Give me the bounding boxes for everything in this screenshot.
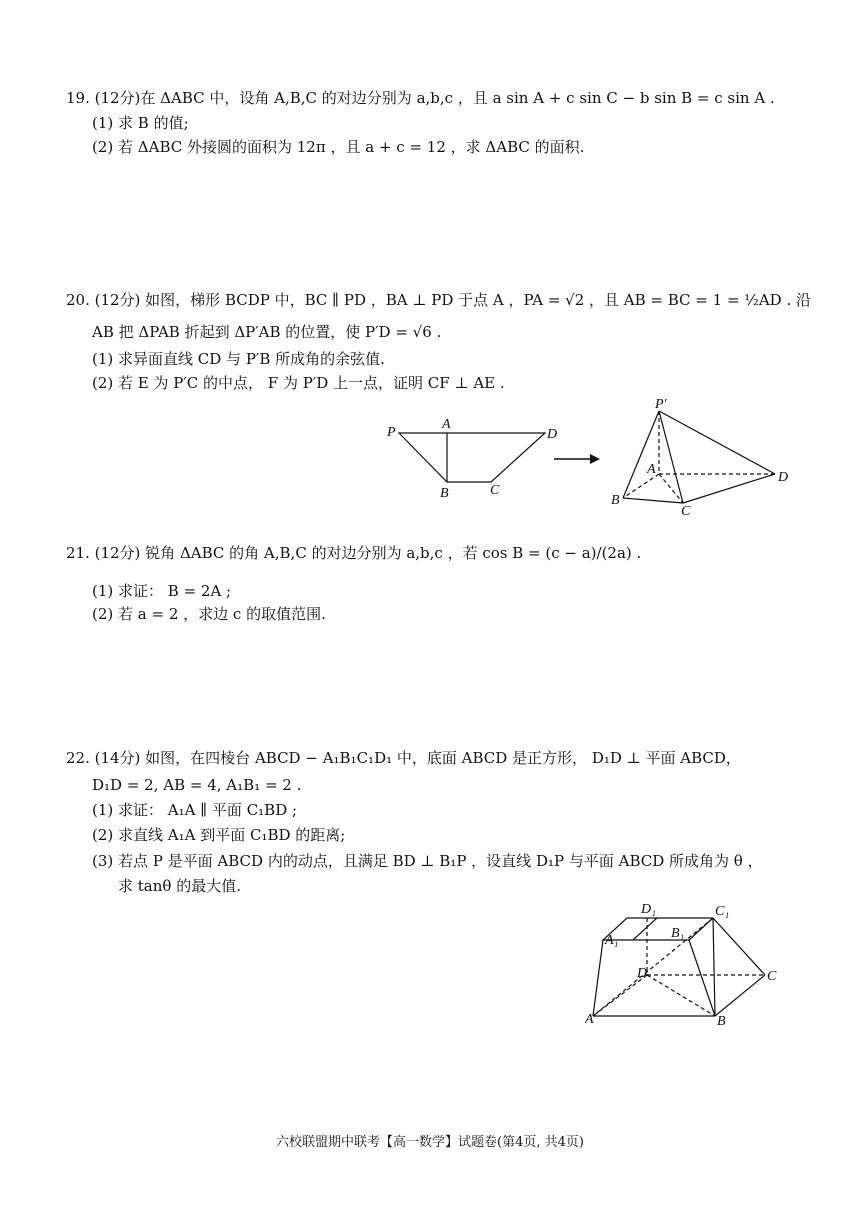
label-C: C [490, 483, 500, 498]
q21-part2: (2) 若 a = 2 ，求边 c 的取值范围. [92, 605, 326, 623]
q22-stem-cont: D₁D = 2, AB = 4, A₁B₁ = 2 . [92, 776, 302, 794]
q20-trapezoid-figure [380, 410, 570, 505]
label-B1: B₁ [671, 926, 685, 941]
label-P-prime: P′ [655, 397, 667, 412]
label-C1: C₁ [715, 904, 730, 919]
label-B: B [717, 1014, 726, 1029]
q22-frustum-figure [585, 900, 785, 1030]
label-B: B [440, 486, 449, 501]
label-C: C [681, 504, 691, 519]
label-A1: A₁ [605, 933, 619, 948]
q19-part2: (2) 若 ΔABC 外接圆的面积为 12π ，且 a + c = 12 ，求 ΔABC 的面积. [92, 138, 585, 156]
q22-stem: 22. (14分) 如图，在四棱台 ABCD − A₁B₁C₁D₁ 中，底面 ABCD 是正方形， D₁D ⊥ 平面 ABCD， [66, 749, 741, 767]
label-A: A [585, 1012, 594, 1027]
label-D: D [778, 470, 789, 485]
q22-part1: (1) 求证： A₁A ∥ 平面 C₁BD ; [92, 801, 298, 819]
page-footer: 六校联盟期中联考【高一数学】试题卷(第4页, 共4页) [276, 1135, 584, 1150]
label-P: P [387, 425, 396, 440]
q20-part2: (2) 若 E 为 P′C 的中点， F 为 P′D 上一点，证明 CF ⊥ AE . [92, 374, 505, 392]
q21-stem: 21. (12分) 锐角 ΔABC 的角 A,B,C 的对边分别为 a,b,c ，若 cos B = (c − a)/(2a) . [66, 544, 642, 562]
label-A: A [647, 462, 656, 477]
fold-arrow-icon [552, 452, 602, 466]
q20-part1: (1) 求异面直线 CD 与 P′B 所成角的余弦值. [92, 350, 385, 368]
q19-stem: 19. (12分)在 ΔABC 中，设角 A,B,C 的对边分别为 a,b,c ，且 a sin A + c sin C − b sin B = c sin A . [66, 89, 775, 107]
q22-part3-cont: 求 tanθ 的最大值. [118, 877, 241, 895]
q22-part2: (2) 求直线 A₁A 到平面 C₁BD 的距离; [92, 826, 346, 844]
q22-part3: (3) 若点 P 是平面 ABCD 内的动点，且满足 BD ⊥ B₁P ，设直线 D₁P 与平面 ABCD 所成角为 θ ， [92, 852, 763, 870]
label-C: C [767, 969, 777, 984]
q21-part1: (1) 求证： B = 2A ; [92, 582, 232, 600]
q20-stem-cont: AB 把 ΔPAB 折起到 ΔP′AB 的位置，使 P′D = √6 . [92, 323, 442, 341]
q19-part1: (1) 求 B 的值; [92, 114, 189, 132]
label-D: D [547, 427, 558, 442]
q20-stem: 20. (12分) 如图，梯形 BCDP 中，BC ∥ PD ，BA ⊥ PD 于点 A ，PA = √2 ，且 AB = BC = 1 = ½AD . 沿 [66, 291, 811, 309]
q20-folded-pyramid-figure [605, 395, 805, 520]
label-B: B [611, 493, 620, 508]
label-A: A [442, 417, 451, 432]
label-D1: D₁ [641, 902, 656, 917]
label-D: D [637, 966, 648, 981]
